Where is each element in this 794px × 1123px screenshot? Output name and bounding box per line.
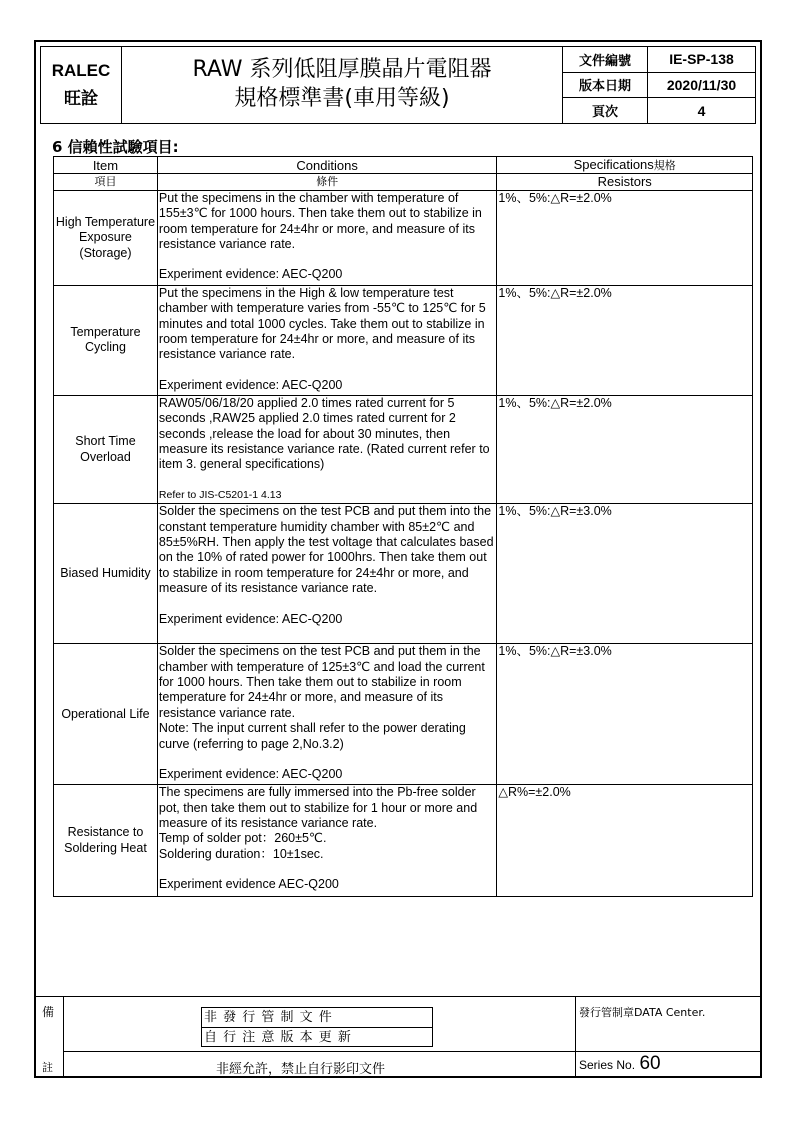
reference-standard: Refer to JIS-C5201-1 4.13 [158, 488, 282, 501]
page-label: 頁次 [563, 98, 648, 124]
row-spec: 1%、5%:△R=±2.0% [497, 190, 753, 285]
conditions-text: Solder the specimens on the test PCB and put them into the constant temperature humidity chamber with 85±2℃ and 85±5%RH. Then apply the test voltage that calculates based on the 10% of rated power for 1000hrs. Then take them out to stabilize in room temperature for 24±4hr or more, and measure of its resistance variance rate. [158, 504, 494, 596]
control-stamp [201, 1007, 433, 1047]
doc-title-line1: RAW 系列低阻厚膜晶片電阻器 [192, 57, 492, 82]
row-conditions [157, 190, 496, 285]
conditions-text: RAW05/06/18/20 applied 2.0 times rated current for 5 seconds ,RAW25 applied 2.0 times rated current for 2 seconds ,release the load for about 30 minutes, then measure its resistance variance rate. (Rated current refer to item 3. general specifications) [158, 395, 490, 472]
conditions-text: Put the specimens in the High & low temperature test chamber with temperature varies from -55℃ to 125℃ for 5 minutes and total 1000 cycles. Take them out to stabilize in room temperature for 24±4hr or more, and measure of its resistance variance rate. [158, 285, 486, 362]
doc-title-line2: 規格標準書(車用等級) [234, 86, 450, 111]
conditions-text: The specimens are fully immersed into the Pb-free solder pot, then take them out to stabilize for 1 hour or more and measure of its resistance variance rate. [158, 785, 478, 831]
series-label: Series No. [579, 1058, 636, 1072]
table-row [54, 504, 753, 644]
experiment-evidence: Experiment evidence AEC-Q200 [158, 877, 339, 892]
col-spec-header-zh: 規格 [653, 159, 676, 172]
solder-temp: Temp of solder pot：260±5℃. [158, 831, 327, 846]
reliability-test-table [53, 156, 753, 897]
series-value: 60 [639, 1053, 661, 1074]
row-spec: 1%、5%:△R=±2.0% [497, 395, 753, 503]
conditions-note: Note: The input current shall refer to the power derating curve (referring to page 2,No.3.2) [158, 721, 466, 751]
row-spec: 1%、5%:△R=±3.0% [497, 504, 753, 644]
footer-right-divider [575, 997, 576, 1077]
company-cell [41, 47, 122, 124]
table-row [54, 785, 753, 897]
col-conditions-header: Conditions [157, 157, 496, 174]
conditions-text: Solder the specimens on the test PCB and put them in the chamber with temperature of 125±3℃ and load the current for 1000 hours. Then take them out to stabilize in room temperature for 24±4hr or more, and measure of its resistance variance rate. [158, 644, 485, 720]
stamp-line1: 非 發 行 管 制 文 件 [202, 1008, 432, 1028]
row-spec: 1%、5%:△R=±2.0% [497, 285, 753, 395]
row-item: High Temperature Exposure (Storage) [54, 190, 158, 285]
col-item-header: Item [54, 157, 158, 174]
table-row [54, 644, 753, 785]
experiment-evidence: Experiment evidence: AEC-Q200 [158, 377, 343, 392]
version-date: 2020/11/30 [648, 72, 756, 98]
col-spec-header [497, 157, 753, 174]
page-number: 4 [648, 98, 756, 124]
experiment-evidence: Experiment evidence: AEC-Q200 [158, 267, 343, 282]
col-spec-resistors: Resistors [497, 174, 753, 190]
conditions-text: Put the specimens in the chamber with temperature of 155±3℃ for 1000 hours. Then take them out to stabilize in room temperature for 24±4hr or more, and measure of its resistance variance rate. [158, 190, 482, 252]
row-item: Biased Humidity [54, 504, 158, 644]
copy-notice: 非經允許，禁止自行影印文件 [216, 1062, 386, 1077]
footer-left-divider [63, 997, 64, 1077]
experiment-evidence: Experiment evidence: AEC-Q200 [158, 611, 343, 626]
table-row [54, 190, 753, 285]
section-title: 6 信賴性試驗項目: [52, 138, 179, 156]
series-number [579, 1053, 661, 1075]
row-spec: △R%=±2.0% [497, 785, 753, 897]
row-item: Short Time Overload [54, 395, 158, 503]
col-spec-header-en: Specifications [573, 157, 654, 172]
footer-right-mid-rule [575, 1051, 760, 1052]
row-item: Resistance to Soldering Heat [54, 785, 158, 897]
row-spec: 1%、5%:△R=±3.0% [497, 644, 753, 785]
experiment-evidence: Experiment evidence: AEC-Q200 [158, 767, 343, 782]
table-row [54, 395, 753, 503]
footer-mid-rule [63, 1051, 575, 1052]
document-header [40, 46, 756, 124]
row-conditions [157, 504, 496, 644]
issue-control-label: 發行管制章DATA Center. [579, 1006, 706, 1019]
title-cell [122, 47, 563, 124]
company-name-zh: 旺詮 [64, 89, 98, 109]
table-subheader-row [54, 174, 753, 190]
version-date-label: 版本日期 [563, 72, 648, 98]
company-name-en: RALEC [51, 61, 111, 80]
col-conditions-header-zh: 條件 [157, 174, 496, 190]
row-conditions [157, 395, 496, 503]
stamp-line2: 自 行 注 意 版 本 更 新 [204, 1030, 352, 1045]
row-conditions [157, 285, 496, 395]
row-item: Temperature Cycling [54, 285, 158, 395]
doc-no-label: 文件編號 [563, 47, 648, 73]
row-item: Operational Life [54, 644, 158, 785]
col-item-header-zh: 項目 [54, 174, 158, 190]
row-conditions [157, 785, 496, 897]
footer-zhu: 註 [42, 1061, 53, 1074]
footer [36, 996, 760, 1076]
solder-duration: Soldering duration：10±1sec. [158, 846, 324, 861]
footer-bei: 備 [42, 1005, 55, 1019]
table-header-row [54, 157, 753, 174]
table-row [54, 285, 753, 395]
row-conditions [157, 644, 496, 785]
doc-no: IE-SP-138 [648, 47, 756, 73]
